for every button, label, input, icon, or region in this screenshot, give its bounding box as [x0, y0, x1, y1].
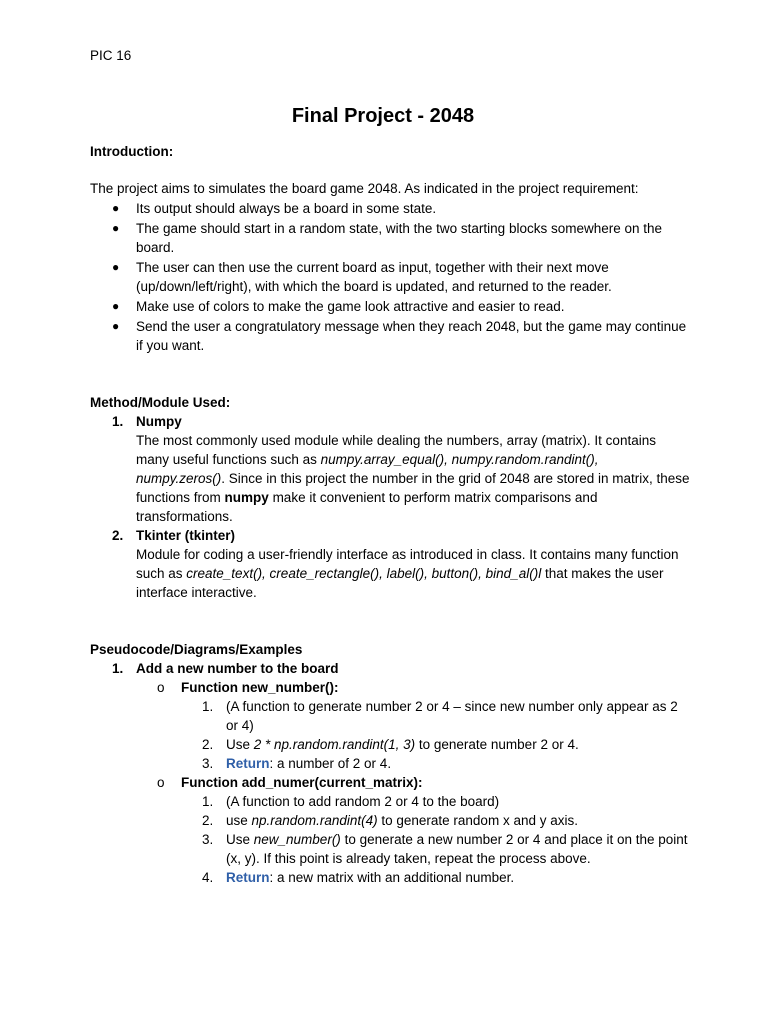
bullet-icon: ● [112, 319, 120, 333]
function-add-numer: o Function add_numer(current_matrix): [157, 775, 423, 790]
methods-heading: Method/Module Used: [90, 395, 231, 410]
method-description: The most commonly used module while dealing the numbers, array (matrix). It contains many useful functions such as numpy.array_equal(), numpy.random.randint(), numpy.zeros(). Since in this project the number in the grid of 2048 are stored in matrix, these functions from numpy make it convenient to perform matrix comparisons and transformations. [136, 433, 690, 524]
list-item: 1. (A function to add random 2 or 4 to the board) [202, 794, 500, 809]
function-new-number: o Function new_number(): [157, 680, 339, 695]
document-page [90, 46, 690, 887]
page-title: Final Project - 2048 [291, 105, 475, 127]
method-item-tkinter: 2. Tkinter (tkinter) Module for coding a user-friendly interface as introduced in class. It contains many function such as create_text(), create_rectangle(), label(), button(), bind_al()l that makes the user interface interactive. [90, 526, 690, 602]
bullet-icon: ● [112, 260, 120, 274]
list-item: 3. Return: a number of 2 or 4. [202, 756, 392, 771]
list-item: ● Send the user a congratulatory message when they reach 2048, but the game may continue if you want. [112, 319, 687, 353]
method-name: Tkinter (tkinter) [136, 528, 236, 543]
requirements-list [90, 199, 690, 355]
course-label: PIC 16 [90, 48, 132, 63]
circle-bullet-icon: o [157, 775, 165, 790]
method-description: Module for coding a user-friendly interface as introduced in class. It contains many function such as create_text(), create_rectangle(), label(), button(), bind_al()l that makes the user interface interactive. [136, 547, 679, 600]
list-item: 2. use np.random.randint(4) to generate random x and y axis. [202, 813, 578, 828]
bullet-icon: ● [112, 299, 120, 313]
bullet-icon: ● [112, 201, 120, 215]
list-item: 2. Use 2 * np.random.randint(1, 3) to generate number 2 or 4. [202, 737, 579, 752]
bullet-icon: ● [112, 221, 120, 235]
pseudo-item: 1. Add a new number to the board [112, 661, 339, 676]
intro-heading: Introduction: [90, 144, 174, 159]
pseudocode-heading: Pseudocode/Diagrams/Examples [90, 642, 303, 657]
intro-paragraph: The project aims to simulates the board game 2048. As indicated in the project requirement: [90, 181, 639, 196]
circle-bullet-icon: o [157, 680, 165, 695]
method-name: Numpy [136, 414, 182, 429]
list-item: ● Its output should always be a board in some state. [112, 201, 437, 216]
list-item: 3. Use new_number() to generate a new number 2 or 4 and place it on the point (x, y). If this point is already taken, repeat the process above. [202, 832, 688, 866]
method-item-numpy: 1. Numpy The most commonly used module while dealing the numbers, array (matrix). It contains many useful functions such as numpy.array_equal(), numpy.random.randint(), numpy.zeros(). Since in this project the number in the grid of 2048 are stored in matrix, these functions from numpy make it convenient to perform matrix comparisons and transformations. [112, 414, 690, 524]
list-item: ● Make use of colors to make the game look attractive and easier to read. [112, 299, 565, 314]
list-item: ● The user can then use the current board as input, together with their next move (up/down/left/right), with which the board is updated, and returned to the reader. [112, 260, 612, 294]
list-item: 4. Return: a new matrix with an additional number. [202, 870, 515, 885]
list-item: ● The game should start in a random state, with the two starting blocks somewhere on the board. [112, 221, 663, 255]
list-item: 1. (A function to generate number 2 or 4 – since new number only appear as 2 or 4) [202, 699, 678, 733]
